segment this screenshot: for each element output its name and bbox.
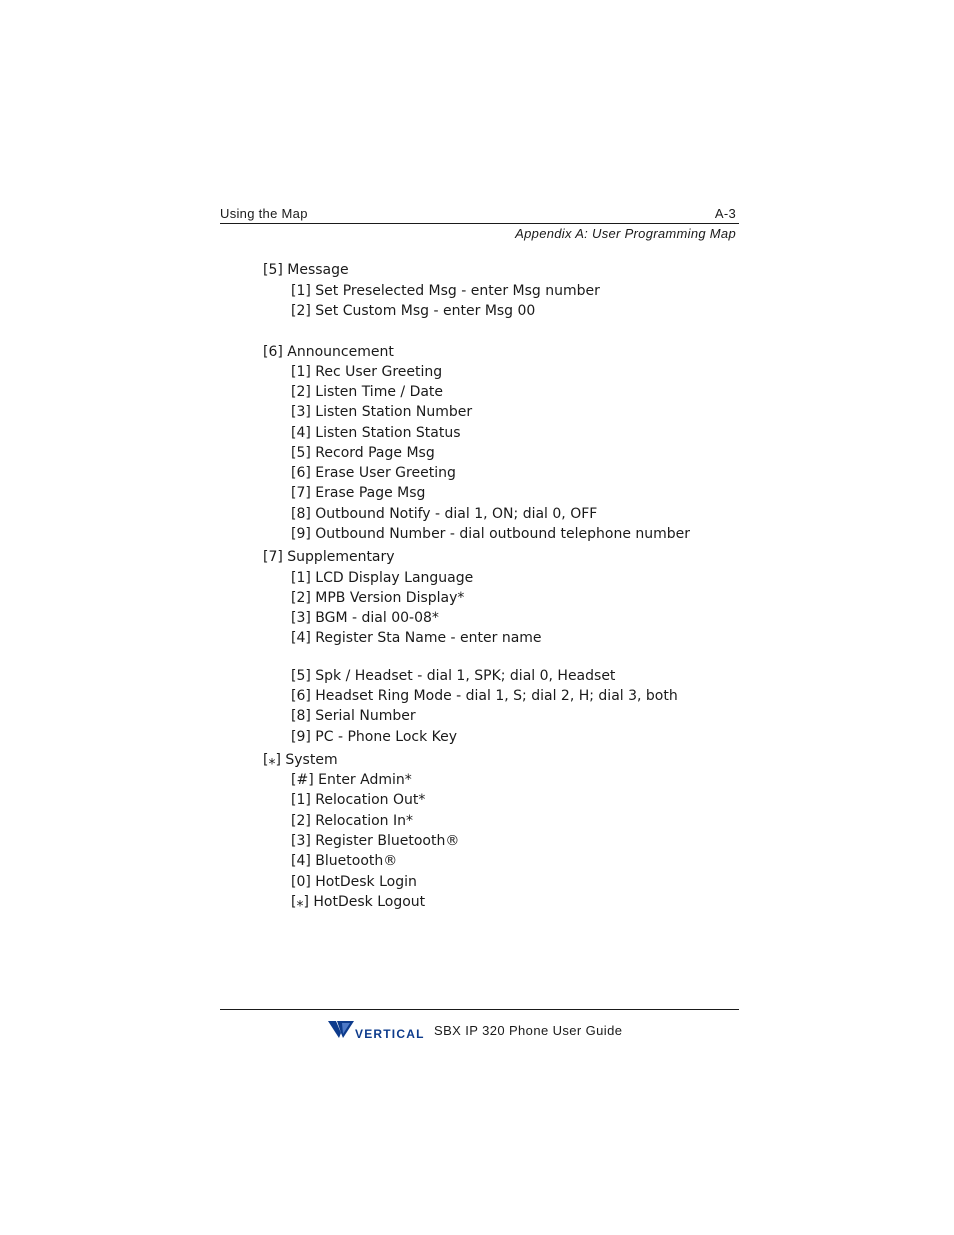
map-entry: [2] Relocation In*: [291, 813, 413, 829]
map-entry: [4] Bluetooth®: [291, 853, 398, 869]
map-entry: [9] Outbound Number - dial outbound telephone number: [291, 526, 691, 542]
map-entry: [2] Set Custom Msg - enter Msg 00: [291, 303, 536, 319]
map-entry: [3] BGM - dial 00-08*: [291, 610, 439, 626]
map-entry: [2] MPB Version Display*: [291, 590, 465, 606]
running-header-section: Using the Map: [220, 206, 308, 221]
map-entry: [5] Spk / Headset - dial 1, SPK; dial 0, Headset: [291, 668, 616, 684]
map-entry: [3] Register Bluetooth®: [291, 833, 460, 849]
page-number: A-3: [714, 206, 736, 221]
map-entry: [1] Relocation Out*: [291, 792, 426, 808]
map-entry: [⁎] HotDesk Logout: [291, 894, 426, 910]
map-entry: [3] Listen Station Number: [291, 404, 473, 420]
appendix-title: Appendix A: User Programming Map: [515, 226, 736, 241]
map-entry: [6] Announcement: [263, 344, 394, 360]
vertical-logo-text: VERTICAL: [355, 1026, 425, 1041]
map-entry: [5] Record Page Msg: [291, 445, 435, 461]
guide-title: SBX IP 320 Phone User Guide: [434, 1023, 623, 1038]
map-entry: [⁎] System: [263, 752, 338, 768]
map-entry: [9] PC - Phone Lock Key: [291, 729, 458, 745]
map-entry: [1] Set Preselected Msg - enter Msg number: [291, 283, 600, 299]
map-entry: [6] Headset Ring Mode - dial 1, S; dial 2, H; dial 3, both: [291, 688, 678, 704]
map-entry: [7] Supplementary: [263, 549, 395, 565]
footer-rule: [220, 1009, 739, 1010]
map-entry: [5] Message: [263, 262, 349, 278]
vertical-logo: [328, 1020, 425, 1042]
header-rule: [220, 223, 739, 224]
map-entry: [8] Serial Number: [291, 708, 416, 724]
map-entry: [1] Rec User Greeting: [291, 364, 443, 380]
map-entry: [1] LCD Display Language: [291, 570, 474, 586]
map-entry: [2] Listen Time / Date: [291, 384, 444, 400]
map-entry: [8] Outbound Notify - dial 1, ON; dial 0, OFF: [291, 506, 598, 522]
map-entry: [6] Erase User Greeting: [291, 465, 456, 481]
map-entry: [0] HotDesk Login: [291, 874, 417, 890]
map-entry: [4] Register Sta Name - enter name: [291, 630, 542, 646]
map-entry: [7] Erase Page Msg: [291, 485, 426, 501]
map-entry: [4] Listen Station Status: [291, 425, 461, 441]
map-entry: [#] Enter Admin*: [291, 772, 412, 788]
vertical-logo-mark-icon: [328, 1019, 354, 1044]
